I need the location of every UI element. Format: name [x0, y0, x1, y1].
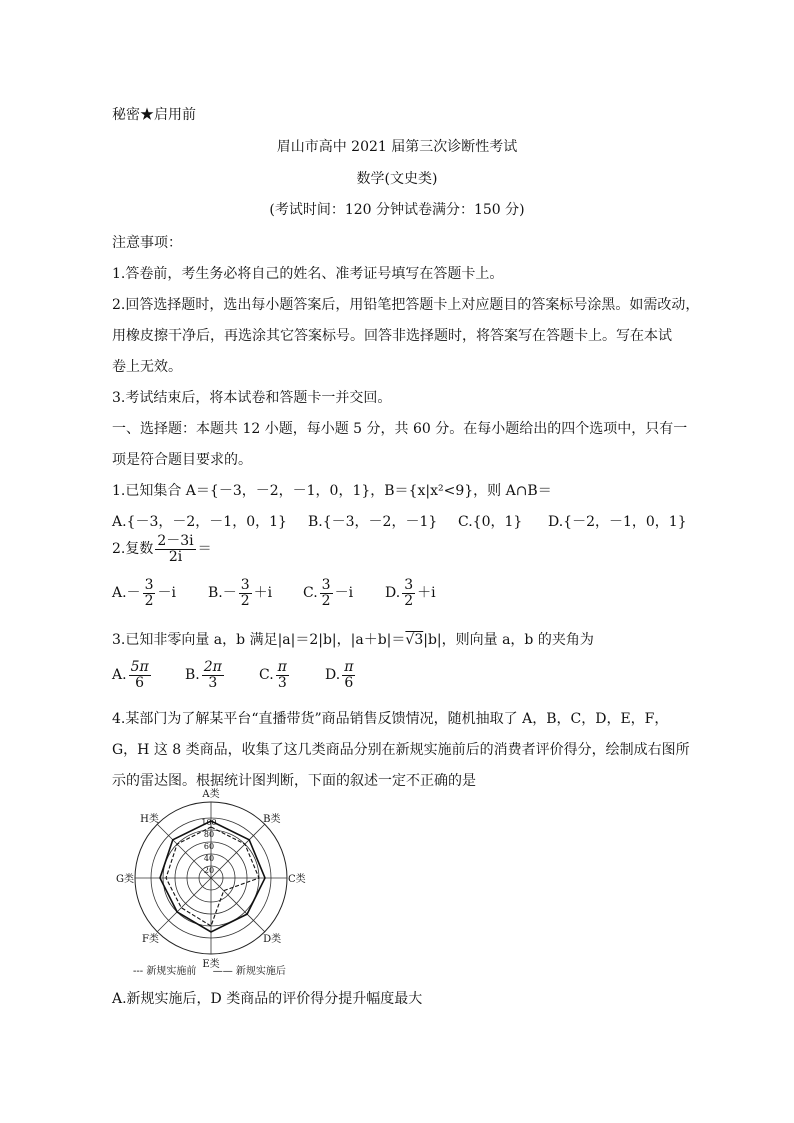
q3-d-den: 6: [344, 674, 354, 691]
q2-a-den: 2: [144, 592, 154, 609]
q3-a-den: 6: [135, 674, 145, 691]
radar-category-label: H类: [140, 813, 159, 825]
chart-legend: [133, 962, 286, 977]
q3-a-label: A.: [112, 667, 127, 684]
section-1-line-2: 项是符合题目要求的。: [112, 452, 252, 468]
q2-d-prefix: D.: [385, 585, 401, 602]
q3-d-num: π: [344, 659, 354, 675]
q3-option-d: [325, 660, 357, 690]
q2-option-c: [303, 578, 353, 608]
note-2-line-2: 用橡皮擦干净后，再选涂其它答案标号。回答非选择题时，将答案写在答题卡上。写在本试: [112, 328, 672, 344]
q3-d-label: D.: [325, 667, 341, 684]
q1-option-d: D.{－2，－1，0，1}: [548, 514, 687, 530]
q3-d-fraction: [342, 660, 355, 690]
q3-stem-a: 3.已知非零向量 a，b 满足|a|＝2|b|，|a＋b|＝: [112, 632, 406, 648]
q2-a-suffix: －i: [157, 585, 176, 602]
q2-fraction: [155, 534, 195, 564]
q3-b-num: 2π: [203, 659, 222, 675]
q2-a-num: 3: [144, 577, 154, 593]
q2-option-b: [208, 578, 272, 608]
exam-title: 眉山市高中 2021 届第三次诊断性考试: [276, 139, 518, 155]
q2-b-prefix: B.－: [208, 585, 237, 602]
q3-b-fraction: [202, 660, 224, 690]
q4-line-2: G，H 这 8 类商品，收集了这几类商品分别在新规实施前后的消费者评价得分，绘制成右图所: [112, 742, 690, 758]
q2-b-suffix: ＋i: [253, 585, 273, 602]
q3-option-a: [112, 660, 153, 690]
radar-tick-label: 20: [203, 866, 215, 875]
q3-a-fraction: [129, 660, 151, 690]
note-1: 1.答卷前，考生务必将自己的姓名、准考证号填写在答题卡上。: [112, 266, 504, 282]
q3-c-num: π: [277, 659, 287, 675]
radar-tick-label: 40: [203, 854, 215, 863]
q2-numerator: 2－3i: [157, 533, 194, 549]
q2-d-fraction: [402, 578, 415, 608]
notes-heading: 注意事项：: [112, 235, 182, 251]
q2-stem: [112, 534, 212, 564]
radar-category-label: E类: [202, 959, 220, 970]
q3-stem: [112, 629, 594, 649]
q4-line-1: 4.某部门为了解某平台“直播带货”商品销售反馈情况，随机抽取了 A，B，C，D，E，F，: [112, 711, 669, 727]
q3-c-label: C.: [259, 667, 274, 684]
q2-c-prefix: C.: [303, 585, 318, 602]
q2-d-num: 3: [404, 577, 414, 593]
radar-category-label: G类: [116, 874, 134, 885]
q3-option-c: [259, 660, 291, 690]
legend-after: —— 新规实施后: [212, 966, 286, 977]
q2-c-suffix: －i: [334, 585, 354, 602]
q1-option-b: B.{－3，－2，－1}: [308, 514, 438, 530]
exam-time-note: (考试时间：120 分钟试卷满分：150 分): [269, 202, 525, 218]
q3-option-b: [185, 660, 226, 690]
q3-b-label: B.: [185, 667, 200, 684]
section-1-line-1: 一、选择题：本题共 12 小题，每小题 5 分，共 60 分。在每小题给出的四个选项中，只有一: [112, 421, 688, 437]
q4-option-a: A.新规实施后，D 类商品的评价得分提升幅度最大: [112, 991, 423, 1007]
note-2-line-1: 2.回答选择题时，选出每小题答案后，用铅笔把答题卡上对应题目的答案标号涂黑。如需改动，: [112, 297, 700, 313]
q2-b-den: 2: [240, 592, 250, 609]
q2-option-a: [112, 578, 176, 608]
q2-prefix: 2.复数: [112, 541, 154, 558]
q3-a-num: 5π: [130, 659, 149, 675]
q2-c-fraction: [320, 578, 333, 608]
radar-chart: [116, 789, 314, 977]
q2-c-num: 3: [321, 577, 331, 593]
radar-tick-label: 80: [203, 830, 215, 839]
q2-c-den: 2: [321, 592, 331, 609]
q2-equals: ＝: [197, 541, 212, 558]
note-2-line-3: 卷上无效。: [112, 359, 182, 375]
radar-spoke: [157, 878, 211, 932]
q3-c-fraction: [276, 660, 289, 690]
q1-stem: 1.已知集合 A＝{－3，－2，－1，0，1}，B＝{x|x²<9}，则 A∩B＝: [112, 483, 552, 499]
radar-tick-label: 60: [203, 842, 215, 851]
q3-b-den: 3: [208, 674, 218, 691]
note-3: 3.考试结束后，将本试卷和答题卡一并交回。: [112, 390, 392, 406]
legend-before: --- 新规实施前: [133, 966, 197, 977]
q3-stem-b: |b|，则向量 a，b 的夹角为: [423, 632, 594, 648]
q2-d-suffix: ＋i: [417, 585, 436, 602]
radar-category-label: A类: [202, 789, 220, 800]
radar-category-label: C类: [288, 874, 306, 885]
q1-option-c: C.{0，1}: [458, 514, 523, 530]
radar-category-label: B类: [263, 813, 281, 825]
q3-c-den: 3: [277, 674, 287, 691]
q1-option-a: A.{－3，－2，－1，0，1}: [112, 514, 287, 530]
q4-line-3: 示的雷达图。根据统计图判断，下面的叙述一定不正确的是: [112, 773, 476, 789]
q2-option-d: [385, 578, 436, 608]
q2-denominator: 2i: [168, 548, 183, 565]
radar-category-label: D类: [263, 934, 282, 946]
q2-d-den: 2: [404, 592, 414, 609]
q2-a-prefix: A.－: [112, 585, 141, 602]
radar-category-label: F类: [141, 934, 159, 946]
q2-b-num: 3: [240, 577, 250, 593]
q3-sqrt: √3: [405, 632, 424, 648]
radar-tick-label: 100: [201, 818, 217, 827]
q2-b-fraction: [239, 578, 252, 608]
secret-label: 秘密★启用前: [112, 107, 196, 123]
exam-subject: 数学(文史类): [356, 171, 438, 187]
q2-a-fraction: [143, 578, 156, 608]
radar-spoke: [211, 824, 265, 878]
